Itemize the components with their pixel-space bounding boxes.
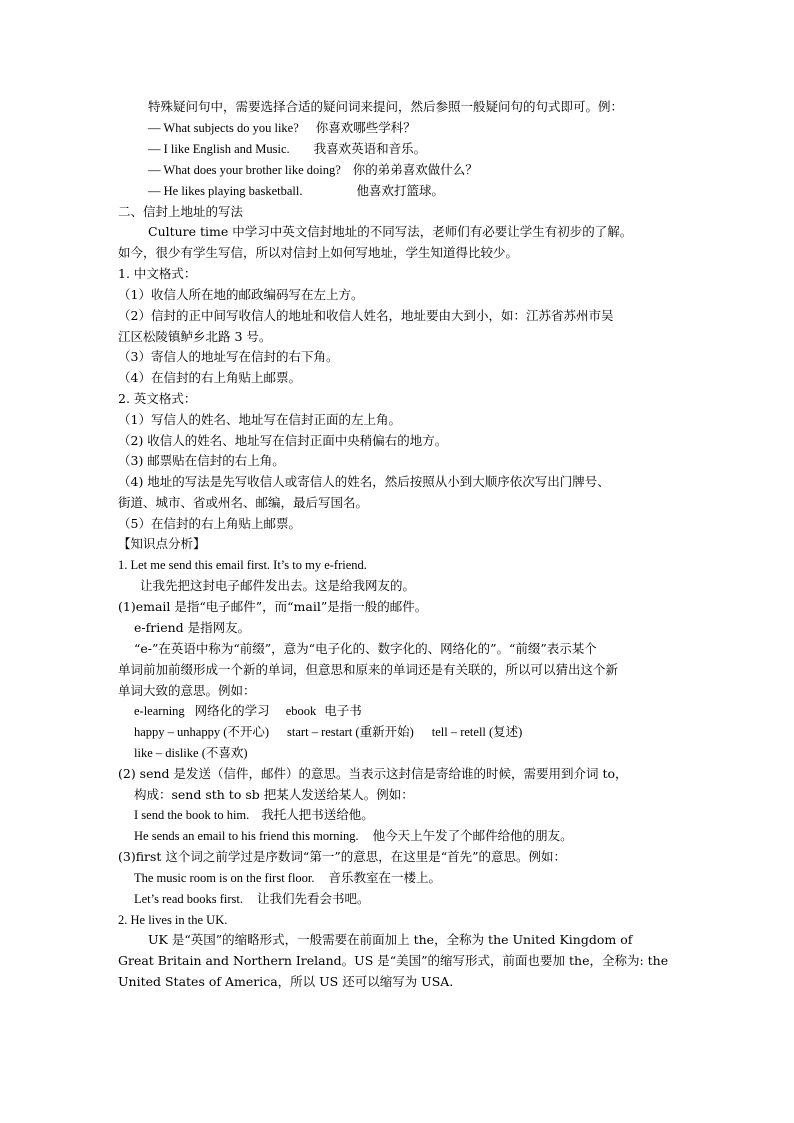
example-chinese: 让我们先看会书吧。 <box>257 892 370 906</box>
note-line: (1)email 是指“电子邮件”，而“mail”是指一般的邮件。 <box>118 599 428 614</box>
dialog-chinese: 你的弟弟喜欢做什么？ <box>352 163 478 177</box>
example-sentence <box>134 891 370 909</box>
list-item: （3）寄信人的地址写在信封的右下角。 <box>118 349 339 364</box>
example-pair: tell – retell (复述) <box>431 725 523 739</box>
dialog-chinese: 他喜欢打篮球。 <box>356 184 444 198</box>
dialog-chinese: 我喜欢英语和音乐。 <box>313 142 427 156</box>
list-item: （4) 地址的写法是先写收信人或寄信人的姓名，然后按照从小到大顺序依次写出门牌号、 <box>118 474 610 489</box>
list-item: （4）在信封的右上角贴上邮票。 <box>118 370 301 385</box>
note-line: (3)first 这个词之前学过是序数词“第一”的意思，在这里是“首先”的意思。例如： <box>118 849 566 864</box>
example-chinese: 我托人把书送给他。 <box>261 808 374 822</box>
list-item: （2) 收信人的姓名、地址写在信封正面中央稍偏右的地方。 <box>118 433 448 448</box>
note-line: e-friend 是指网友。 <box>134 620 251 635</box>
list-item: （1）收信人所在地的邮政编码写在左上方。 <box>118 287 364 302</box>
example-line <box>134 703 362 721</box>
paragraph-line: (2) send 是发送（信件，邮件）的意思。当表示这封信是寄给谁的时候，需要用到介词 to， <box>118 766 628 781</box>
paragraph-line: “e-”在英语中称为“前缀”，意为“电子化的、数字化的、网络化的”。“前缀”表示某个 <box>134 641 597 656</box>
paragraph-line: 单词大致的意思。例如： <box>118 683 256 698</box>
dialog-english: — I like English and Music. <box>148 142 290 156</box>
paragraph-line: United States of America，所以 US 还可以缩写为 USA. <box>118 974 454 989</box>
list-item: （3) 邮票贴在信封的右上角。 <box>118 453 285 468</box>
example-sentence <box>134 870 441 888</box>
paragraph-line: 单词前加前缀形成一个新的单词，但意思和原来的单词还是有关联的，所以可以猜出这个新 <box>118 662 619 677</box>
list-item: 街道、城市、省或州名、邮编，最后写国名。 <box>118 495 369 510</box>
dialog-english: — What does your brother like doing? <box>148 163 341 177</box>
list-item: 江区松陵镇鲈乡北路 3 号。 <box>118 329 272 344</box>
example-sentence <box>134 828 573 846</box>
example-sentence <box>134 807 374 825</box>
dialog-line <box>148 141 426 159</box>
list-item: （5）在信封的右上角贴上邮票。 <box>118 516 301 531</box>
example-english: Let’s read books first. <box>134 892 244 906</box>
translation-line: 让我先把这封电子邮件发出去。这是给我网友的。 <box>140 578 416 593</box>
intro-text: 特殊疑问句中，需要选择合适的疑问词来提问，然后参照一般疑问句的句式即可。例： <box>148 99 624 114</box>
dialog-chinese: 你喜欢哪些学科？ <box>315 121 416 135</box>
dialog-english: — What subjects do you like? <box>148 121 299 135</box>
example-chinese: 音乐教室在一楼上。 <box>328 871 442 885</box>
example-english: I send the book to him. <box>134 808 250 822</box>
example-word: ebook <box>285 704 317 718</box>
section-heading: 二、信封上地址的写法 <box>118 204 244 219</box>
example-line: like – dislike (不喜欢) <box>134 746 248 760</box>
chinese-format-title: 1. 中文格式： <box>118 266 197 281</box>
example-chinese: 他今天上午发了个邮件给他的朋友。 <box>372 829 573 843</box>
knowledge-item-title: 2. He lives in the UK. <box>118 913 228 927</box>
dialog-line <box>148 183 444 201</box>
english-format-title: 2. 英文格式： <box>118 391 197 406</box>
example-pair: happy – unhappy (不开心) <box>134 725 270 739</box>
paragraph-line: 构成：send sth to sb 把某人发送给某人。例如： <box>134 787 414 802</box>
paragraph-line: UK 是“英国”的缩略形式，一般需要在前面加上 the，全称为 the United Kingdom of <box>148 932 633 947</box>
example-english: He sends an email to his friend this morning. <box>134 829 359 843</box>
example-english: The music room is on the first floor. <box>134 871 315 885</box>
knowledge-heading: 【知识点分析】 <box>118 536 206 551</box>
example-meaning: 电子书 <box>324 704 362 718</box>
list-item: （1）写信人的姓名、地址写在信封正面的左上角。 <box>118 412 401 427</box>
knowledge-item-title: 1. Let me send this email first. It’s to my e-friend. <box>118 558 367 572</box>
example-line <box>134 724 522 742</box>
example-pair: start – restart (重新开始) <box>287 725 414 739</box>
list-item: （2）信封的正中间写收信人的地址和收信人姓名，地址要由大到小，如：江苏省苏州市吴 <box>118 308 614 323</box>
paragraph-line: 如今，很少有学生写信，所以对信封上如何写地址，学生知道得比较少。 <box>118 245 519 260</box>
example-meaning: 网络化的学习 <box>194 704 270 718</box>
paragraph-line: Culture time 中学习中英文信封地址的不同写法，老师们有必要让学生有初步的了解。 <box>148 224 633 239</box>
dialog-line <box>148 120 416 138</box>
example-word: e-learning <box>134 704 185 718</box>
dialog-line <box>148 162 478 180</box>
paragraph-line: Great Britain and Northern Ireland。US 是“美国”的缩写形式，前面也要加 the，全称为: the <box>118 953 669 968</box>
dialog-english: — He likes playing basketball. <box>148 184 303 198</box>
